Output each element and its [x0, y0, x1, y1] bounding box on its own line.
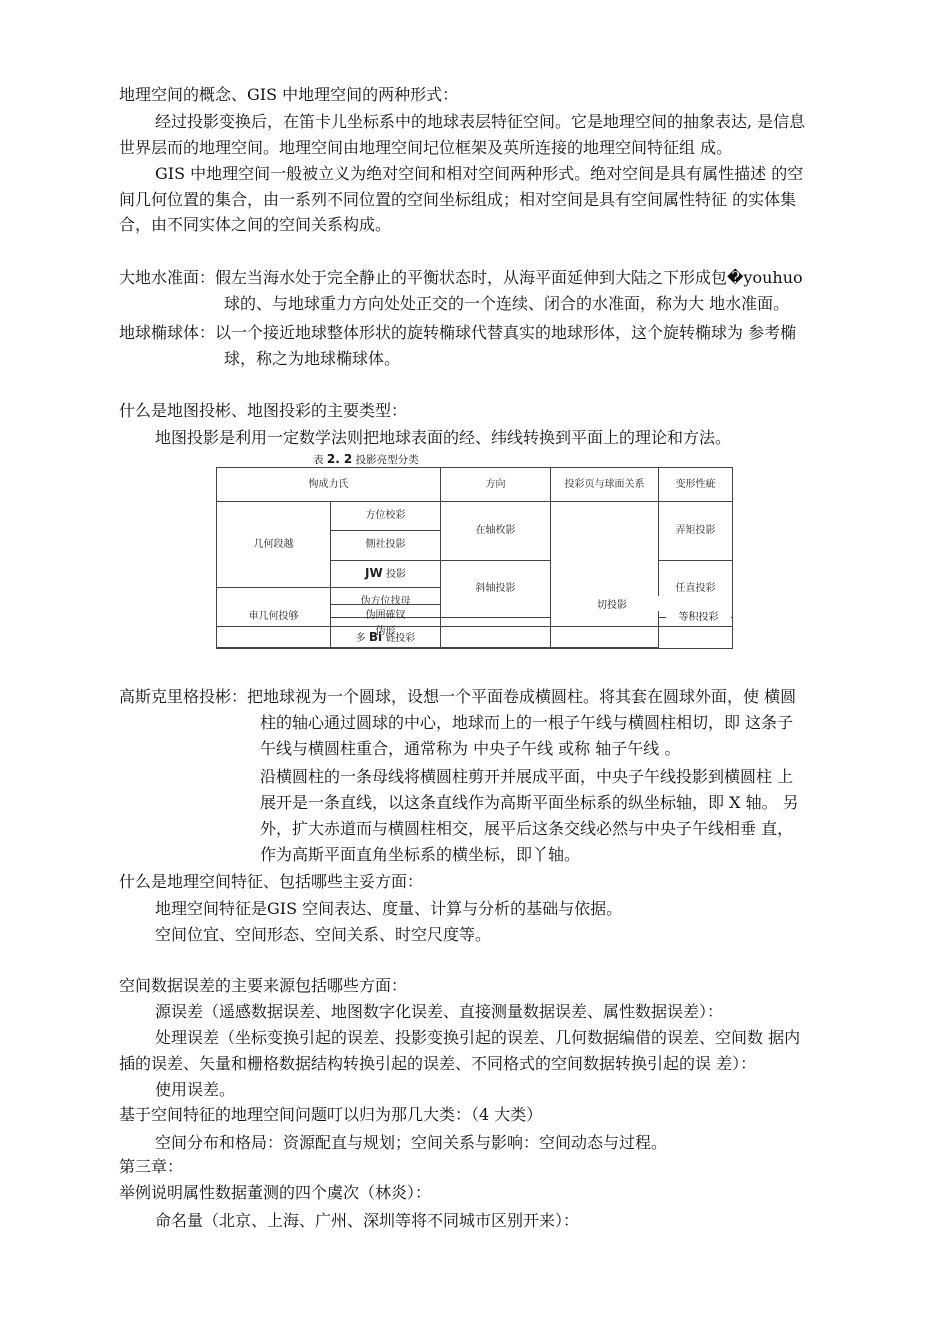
table-caption	[313, 452, 419, 467]
definition-gauss-line: 高斯克里格投彬：把地球视为一个圆球，设想一个平面卷成横圆柱。将其套在圆球外面，使 横圆	[119, 687, 797, 706]
method-jw-suffix: 投影	[385, 568, 406, 580]
paragraph-line: 地理空间特征是GIS 空间表达、度量、计算与分析的基础与依据。	[155, 899, 623, 918]
table-cell-blank	[551, 627, 659, 649]
heading-projection: 什么是地图投彬、地图投彩的主要类型：	[119, 401, 408, 420]
table-cell-method	[331, 627, 441, 649]
table-caption-text: 投影亮型分类	[355, 454, 419, 466]
definition-geoid-line: 大地水准面：假左当海水处于完全静止的平衡状态时，从海平面延伸到大陆之下形成包�youhuo	[119, 268, 803, 287]
definition-ellipsoid-line: 地球椭球体：以一个接近地球整体形状的旋转椭球代替真实的地球形体，这个旋转椭球为 参考椭	[119, 323, 797, 342]
paragraph-line: 处理误差（坐标变换引起的误差、投影变换引起的误差、几何数据编借的误差、空间数 据内	[155, 1028, 801, 1047]
method-bi-label: Bi	[368, 629, 383, 644]
heading-geo-space: 地理空间的概念、GIS 中地理空间的两种形式：	[119, 85, 459, 104]
table-cell-distortion: 任直投彩	[659, 560, 733, 617]
paragraph-line: 地图投影是利用一定数学法则把地球表面的经、纬线转换到平面上的理论和方法。	[155, 428, 732, 447]
paragraph-line: GIS 中地理空间一般被立义为绝对空间和相对空间两种形式。绝对空间是具有属性描述 的空	[155, 164, 804, 183]
heading-error: 空间数据误差的主要来源包括哪些方面：	[119, 976, 408, 995]
definition-gauss-line: 沿横圆柱的一条母线将横圆柱剪开并展成平面，中央子午线投影到横圆柱 上	[260, 767, 794, 786]
table-cell-blank	[441, 627, 551, 649]
table-cell-blank	[659, 627, 733, 649]
paragraph-line: 空间位宜、空间形态、空间关系、时空尺度等。	[155, 925, 492, 944]
method-bi-suffix: 链投彩	[385, 632, 416, 644]
table-cell-direction: 在轴枚影	[441, 502, 551, 561]
heading-feature: 什么是地理空间特征、包括哪些主妥方面：	[119, 872, 424, 891]
table-cell-method: 方位校彩	[331, 502, 441, 531]
paragraph-line: 世界层而的地理空间。地理空间由地理空间圮位框架及英所连接的地理空间特征组 成。	[119, 138, 733, 157]
table-cell-distortion: 弄矩投影	[659, 502, 733, 561]
definition-gauss-line: 作为高斯平面直角坐标系的横坐标，即丫轴。	[260, 845, 581, 864]
definition-ellipsoid-line: 球，称之为地球椭球体。	[224, 349, 401, 368]
table-caption-prefix: 表	[313, 454, 324, 466]
table-cell-method: 側社投影	[331, 530, 441, 560]
paragraph-line: 命名量（北京、上海、广州、深圳等将不同城市区别开来）：	[155, 1211, 580, 1230]
table-header-cell: 投彩页与球面关系	[551, 468, 659, 502]
table-cell-method: 伪形	[331, 617, 441, 647]
table-cell-method	[331, 560, 441, 587]
paragraph-line: 使用误差。	[155, 1080, 236, 1099]
table-cell-blank	[441, 605, 551, 627]
definition-gauss-line: 外，扩大赤道而与横圆柱相交，展平后这条交线必然与中央子午线相垂 直，	[260, 819, 794, 838]
paragraph-line: 空间分布和格局：资源配直与规划；空间关系与影响：空间动态与过程。	[155, 1133, 668, 1152]
table-cell-distortion: 等积投彩	[666, 608, 731, 623]
table-cell-relation: 切投影	[558, 596, 666, 611]
table-caption-number: 2. 2	[326, 452, 353, 466]
paragraph-line: 插的误差、矢量和栅格数据结构转换引起的误差、不同格式的空间数据转换引起的误 差）：	[119, 1054, 757, 1073]
table-cell-group: 車几何投够	[217, 587, 331, 647]
chapter-title: 第三章：	[119, 1157, 184, 1176]
definition-gauss-line: 柱的轴心通过圆球的中心，地球而上的一根子午线与横圆柱相切，即 这条子	[260, 713, 794, 732]
paragraph-line: 经过投影变换后，在笛卡儿坐标系中的地球表层特征空间。它是地理空间的抽象表达, 是信息	[155, 112, 806, 131]
table-cell-direction: 斜轴投影	[441, 560, 551, 617]
table-header-cell: 方向	[441, 468, 551, 502]
definition-gauss-line: 午线与横圆柱重合，通常称为 中央子午线 或称 轴子午线 。	[260, 739, 681, 758]
paragraph-line: 合，由不同实体之间的空间关系构成。	[119, 215, 392, 234]
table-cell-method: 伪方位找母	[331, 587, 441, 617]
table-header-cell: 变形性疵	[659, 468, 733, 502]
heading-chapter3: 举例说明属性数据董测的四个虞次（林炎）：	[119, 1183, 432, 1202]
method-jw-label: JW	[365, 565, 383, 580]
paragraph-line: 源误差（遥感数据误差、地图数字化误差、直接测量数据误差、属性数据误差）：	[155, 1002, 724, 1021]
definition-gauss-line: 展开是一条直线，以这条直线作为高斯平面坐标系的纵坐标轴，即 X 轴。 另	[260, 793, 799, 812]
paragraph-line: 间几何位置的集合，由一系列不同位置的空间坐标组成；相对空间是具有空间属性特征 的实体集	[119, 190, 797, 209]
table-header-cell: 恂成力氏	[217, 468, 441, 502]
method-duo-prefix: 多	[355, 632, 366, 644]
table-cell-method: 伪囲確钗	[331, 605, 441, 627]
heading-categories: 基于空间特征的地理空间问题叮以归为那几大类：（4 大类）	[119, 1105, 543, 1124]
table-cell-blank	[217, 605, 331, 627]
table-cell-blank	[217, 627, 331, 649]
definition-geoid-line: 球的、与地球重力方向处处正交的一个连续、闭合的水准面，称为大 地水准面。	[224, 294, 790, 313]
table-cell-group: 几何段越	[217, 502, 331, 588]
